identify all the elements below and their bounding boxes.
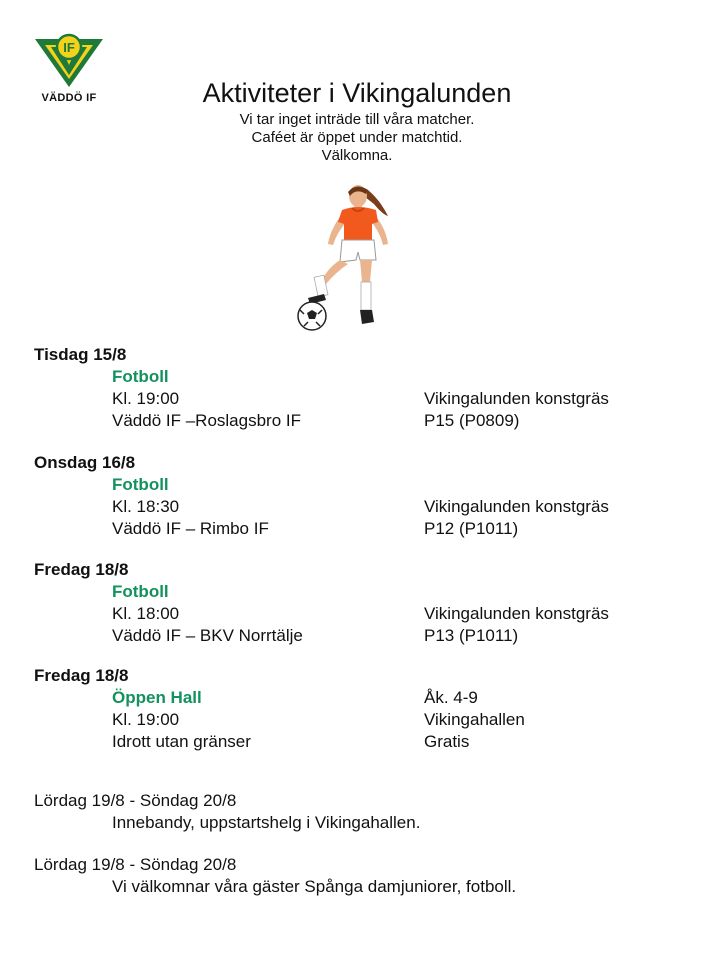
event-class: P12 (P1011) [424, 519, 519, 538]
event-place: Vikingalunden konstgräs [424, 604, 609, 623]
weekend-days: Lördag 19/8 - Söndag 20/8 [34, 855, 237, 874]
event-sport: Fotboll [112, 367, 169, 386]
subtitle-line-3: Välkomna. [321, 147, 393, 164]
event-sport: Fotboll [112, 475, 169, 494]
football-player-illustration [290, 182, 400, 337]
event-match: Väddö IF – Rimbo IF [112, 519, 269, 538]
event-day: Fredag 18/8 [34, 560, 129, 579]
event-block-2 [34, 452, 674, 540]
event-time: Kl. 18:00 [112, 604, 180, 623]
event-class: Gratis [424, 732, 470, 751]
event-sport: Fotboll [112, 582, 169, 601]
weekend-text: Innebandy, uppstartshelg i Vikingahallen. [112, 813, 421, 832]
event-place: Vikingahallen [424, 710, 525, 729]
event-place: Vikingalunden konstgräs [424, 497, 609, 516]
event-block-3 [34, 559, 674, 647]
weekend-days: Lördag 19/8 - Söndag 20/8 [34, 791, 237, 810]
weekend-block-1 [34, 790, 674, 834]
subtitle-line-1: Vi tar inget inträde till våra matcher. [239, 111, 475, 128]
event-day: Tisdag 15/8 [34, 345, 127, 364]
event-grade: Åk. 4-9 [424, 688, 478, 707]
subtitle-line-2: Caféet är öppet under matchtid. [251, 129, 463, 146]
event-place: Vikingalunden konstgräs [424, 389, 609, 408]
event-class: P15 (P0809) [424, 411, 520, 430]
event-day: Onsdag 16/8 [34, 453, 136, 472]
logo-text: VÄDDÖ IF [41, 92, 97, 104]
event-time: Kl. 18:30 [112, 497, 180, 516]
weekend-block-2 [34, 854, 674, 898]
event-match: Väddö IF –Roslagsbro IF [112, 411, 301, 430]
event-class: P13 (P1011) [424, 626, 519, 645]
event-time: Kl. 19:00 [112, 389, 180, 408]
event-block-1 [34, 344, 674, 432]
event-day: Fredag 18/8 [34, 666, 129, 685]
event-block-4 [34, 665, 674, 753]
event-match: Idrott utan gränser [112, 732, 251, 751]
event-sport: Öppen Hall [112, 688, 202, 707]
page-title: Aktiviteter i Vikingalunden [202, 78, 512, 108]
player-icon [290, 182, 400, 332]
svg-text:IF: IF [63, 40, 75, 55]
weekend-text: Vi välkomnar våra gäster Spånga damjuniorer, fotboll. [112, 877, 517, 896]
event-time: Kl. 19:00 [112, 710, 180, 729]
event-match: Väddö IF – BKV Norrtälje [112, 626, 303, 645]
